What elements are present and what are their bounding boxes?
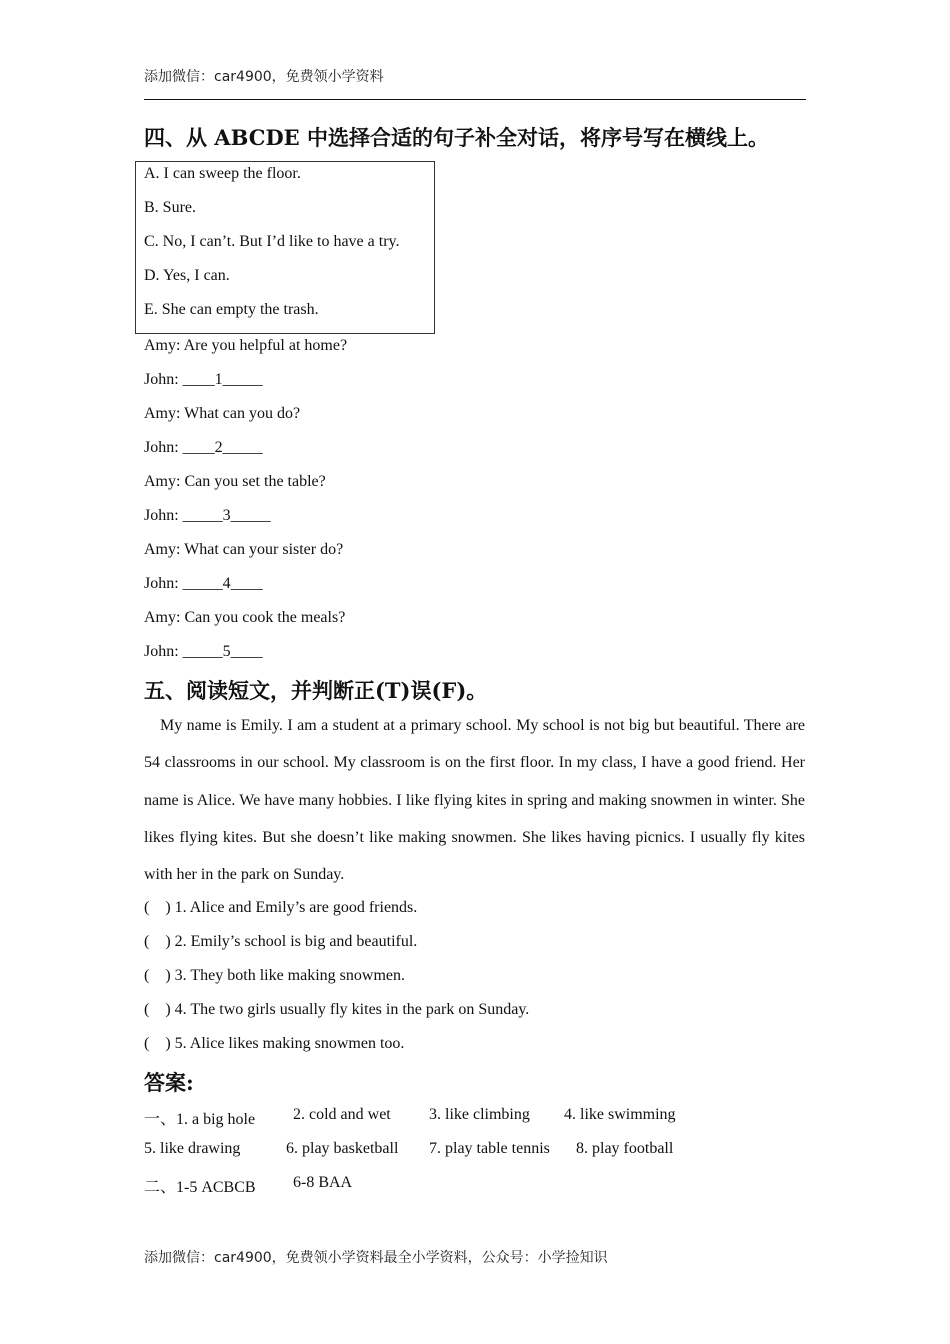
answer-item: 二、1-5 ACBCB xyxy=(144,1179,256,1196)
option-c: C. No, I can’t. But I’d like to have a try. xyxy=(144,233,400,250)
tf-question: ( ) 4. The two girls usually fly kites in the park on Sunday. xyxy=(144,1001,530,1018)
dialogue-line: Amy: Can you cook the meals? xyxy=(144,609,346,626)
answers-title: 答案: xyxy=(144,1070,194,1095)
tf-question: ( ) 5. Alice likes making snowmen too. xyxy=(144,1035,405,1052)
answer-item: 2. cold and wet xyxy=(293,1106,391,1123)
answer-item: 4. like swimming xyxy=(564,1106,676,1123)
header-rule xyxy=(144,99,806,100)
tf-question: ( ) 3. They both like making snowmen. xyxy=(144,967,405,984)
section-4-title: 四、从 ABCDE 中选择合适的句子补全对话，将序号写在横线上。 xyxy=(144,125,769,150)
answer-item: 6-8 BAA xyxy=(293,1174,353,1191)
dialogue-line: Amy: Can you set the table? xyxy=(144,473,326,490)
page-header: 添加微信：car4900，免费领小学资料 xyxy=(144,69,384,85)
dialogue-line: Amy: Are you helpful at home? xyxy=(144,337,348,354)
tf-question: ( ) 1. Alice and Emily’s are good friends. xyxy=(144,899,418,916)
dialogue-line: John: _____3_____ xyxy=(144,507,271,524)
option-e: E. She can empty the trash. xyxy=(144,301,319,318)
dialogue-line: John: ____1_____ xyxy=(144,371,263,388)
dialogue-line: John: _____4____ xyxy=(144,575,263,592)
answer-item: 6. play basketball xyxy=(286,1140,399,1157)
option-d: D. Yes, I can. xyxy=(144,267,230,284)
answer-item: 7. play table tennis xyxy=(429,1140,550,1157)
option-a: A. I can sweep the floor. xyxy=(144,165,301,182)
reading-passage: My name is Emily. I am a student at a primary school. My school is not big but beautiful. There are 54 classrooms in our school. My classroom is on the first floor. In my class, I have a good friend. Her name is Alice. We have many hobbies. I like flying kites in spring and making snowmen in winter. She likes flying kites. But she doesn’t like making snowmen. She likes having picnics. I usually fly kites with her in the park on Sunday. xyxy=(144,717,805,884)
option-b: B. Sure. xyxy=(144,199,196,216)
answer-item: 8. play football xyxy=(576,1140,674,1157)
dialogue-line: Amy: What can your sister do? xyxy=(144,541,344,558)
dialogue-line: John: _____5____ xyxy=(144,643,263,660)
answer-item: 5. like drawing xyxy=(144,1140,241,1157)
tf-question: ( ) 2. Emily’s school is big and beautiful. xyxy=(144,933,418,950)
dialogue-line: John: ____2_____ xyxy=(144,439,263,456)
dialogue-line: Amy: What can you do? xyxy=(144,405,301,422)
answer-item: 一、1. a big hole xyxy=(144,1111,256,1128)
page-footer: 添加微信：car4900，免费领小学资料最全小学资料，公众号：小学捡知识 xyxy=(144,1250,608,1266)
section-5-title: 五、阅读短文，并判断正(T)误(F)。 xyxy=(144,678,488,703)
answer-item: 3. like climbing xyxy=(429,1106,530,1123)
